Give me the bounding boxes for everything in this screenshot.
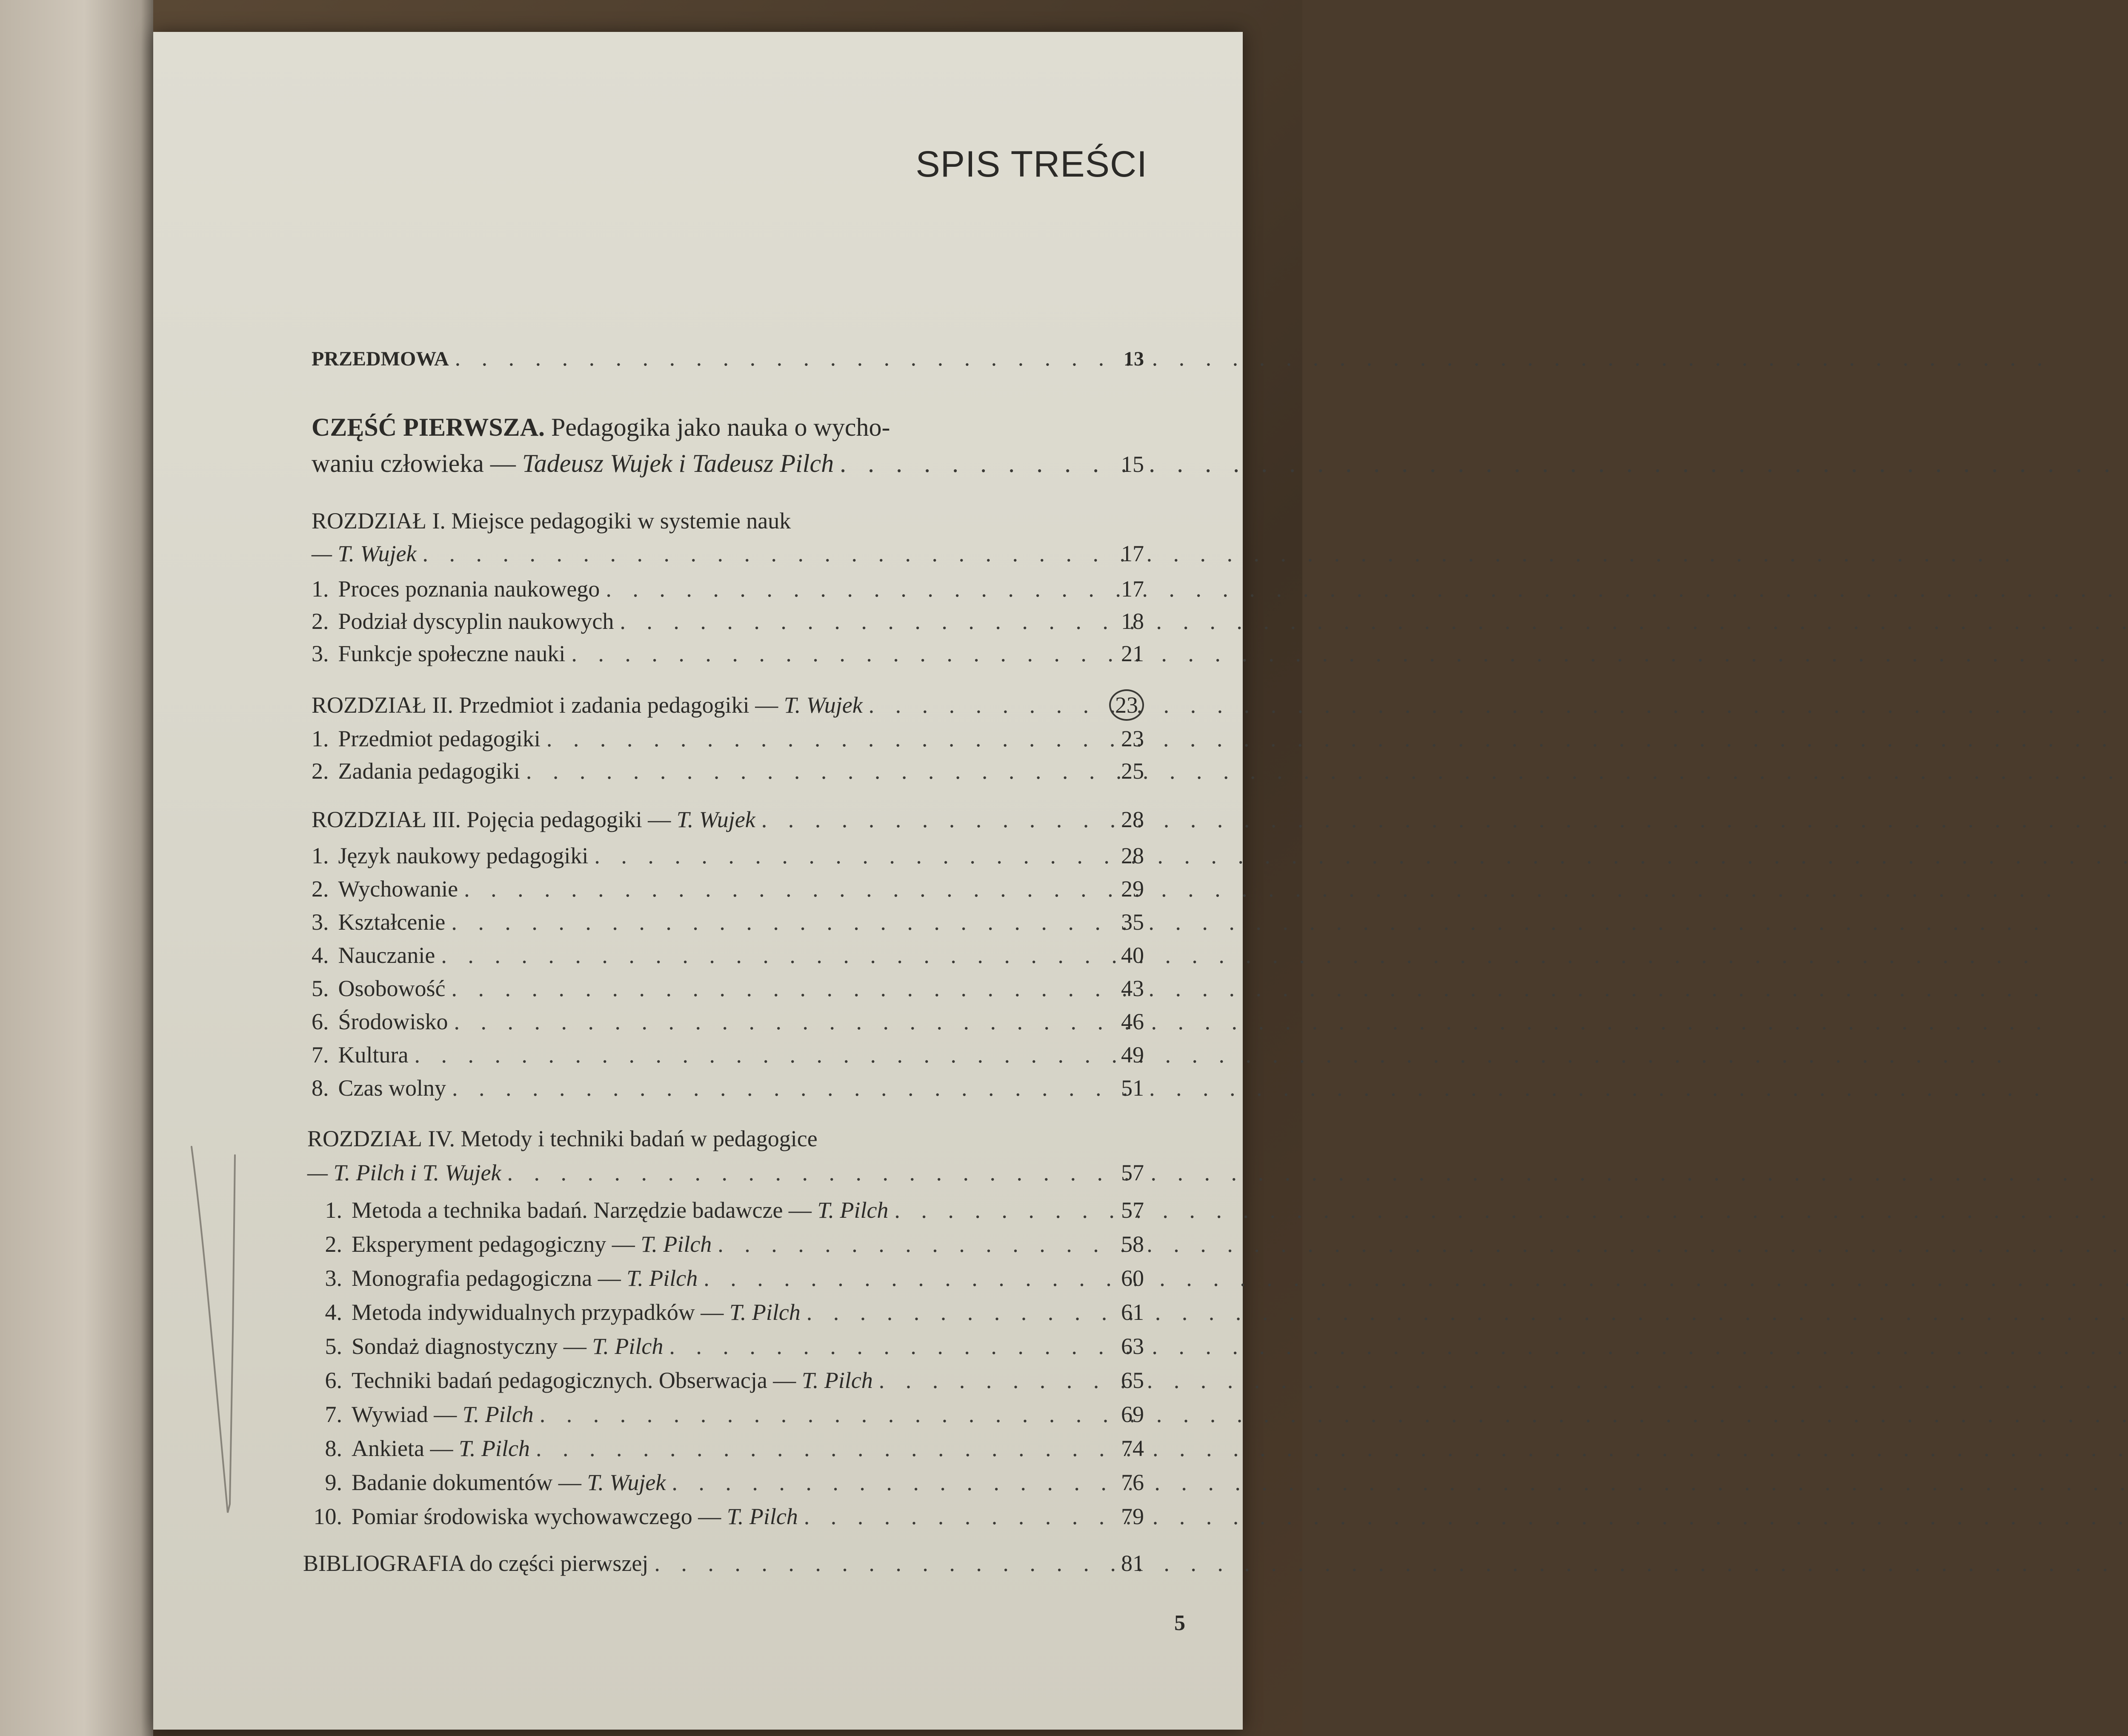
toc-entry-page: 13	[1124, 348, 1144, 370]
toc-item-text: Funkcje społeczne nauki	[338, 641, 566, 666]
toc-item-label	[312, 576, 600, 602]
toc-item[interactable]	[316, 1401, 1144, 1428]
toc-item-label	[316, 1231, 712, 1257]
toc-item-page: 60	[1121, 1265, 1144, 1291]
toc-item-page: 17	[1121, 576, 1144, 602]
leader-dots	[520, 758, 1111, 784]
toc-item-page: 18	[1121, 608, 1144, 634]
toc-item-number: 7.	[312, 1042, 329, 1068]
toc-item-text: Podział dyscyplin naukowych	[338, 608, 614, 634]
toc-item-text: Badanie dokumentów —	[352, 1470, 581, 1495]
toc-item-page: 49	[1121, 1042, 1144, 1068]
toc-item-text: Techniki badań pedagogicznych. Obserwacja —	[352, 1368, 796, 1393]
leader-dots	[600, 576, 1111, 602]
leader-dots	[565, 640, 1111, 667]
toc-item[interactable]	[312, 608, 1144, 634]
toc-item-label	[316, 1469, 666, 1496]
toc-entry-page: 15	[1121, 451, 1144, 477]
toc-item[interactable]	[312, 725, 1144, 752]
toc-item-number: 2.	[312, 758, 329, 784]
toc-entry-page: 17	[1121, 541, 1144, 566]
toc-item[interactable]	[316, 1265, 1144, 1291]
toc-item-label	[316, 1333, 663, 1359]
leader-dots	[416, 540, 1111, 567]
circled-page-number: 23	[1109, 689, 1144, 721]
toc-item-author: T. Pilch	[626, 1265, 698, 1291]
leader-dots	[458, 876, 1111, 902]
toc-item-number: 3.	[312, 909, 329, 935]
leader-dots	[446, 975, 1111, 1002]
toc-item-number: 3.	[312, 641, 329, 666]
toc-item-number: 8.	[325, 1436, 342, 1461]
toc-item-author: T. Pilch	[729, 1299, 801, 1325]
toc-item-label	[316, 1299, 801, 1325]
leader-dots	[888, 1197, 1111, 1223]
leader-dots	[798, 1503, 1111, 1530]
toc-entry-label: BIBLIOGRAFIA do części pierwszej	[303, 1550, 649, 1576]
toc-item-number: 6.	[325, 1368, 342, 1393]
toc-item-page: 51	[1121, 1075, 1144, 1101]
toc-item[interactable]	[316, 1469, 1144, 1496]
leader-dots	[873, 1367, 1111, 1393]
leader-dots	[666, 1469, 1111, 1496]
leader-dots	[541, 725, 1111, 752]
toc-entry-bibliografia[interactable]	[303, 1550, 1144, 1576]
toc-item-text: Kształcenie	[338, 909, 446, 935]
toc-item-label	[312, 1008, 448, 1035]
toc-item-page: 28	[1121, 843, 1144, 868]
toc-item-number: 1.	[312, 576, 329, 602]
toc-item-text: Kultura	[338, 1042, 409, 1068]
toc-item-text: Pomiar środowiska wychowawczego —	[352, 1504, 721, 1529]
toc-item-page: 21	[1121, 641, 1144, 666]
toc-item-page: 65	[1121, 1368, 1144, 1393]
toc-item-page: 76	[1121, 1470, 1144, 1495]
toc-item-label	[303, 1503, 798, 1530]
toc-item-author: T. Pilch	[801, 1368, 873, 1393]
book-page	[153, 32, 1243, 1730]
leader-dots	[588, 842, 1111, 869]
toc-item-label	[312, 725, 541, 752]
toc-item-label	[312, 758, 520, 784]
toc-item-page: 58	[1121, 1231, 1144, 1257]
chapter-3-title	[312, 806, 755, 833]
toc-item[interactable]	[312, 942, 1144, 968]
toc-item-author: T. Wujek	[587, 1470, 666, 1495]
toc-item-label	[312, 942, 435, 968]
leader-dots	[834, 449, 1111, 478]
part-one-title-end	[312, 449, 834, 478]
part-one-title-start: Pedagogika jako nauka o wycho-	[551, 413, 890, 441]
toc-item-text: Przedmiot pedagogiki	[338, 726, 541, 751]
leader-dots	[435, 942, 1111, 968]
leader-dots	[448, 1008, 1111, 1035]
chapter-4-author-line[interactable]	[307, 1159, 1144, 1186]
toc-item[interactable]	[312, 842, 1144, 869]
leader-dots	[614, 608, 1111, 634]
toc-item-page: 63	[1121, 1333, 1144, 1359]
chapter-1-heading[interactable]: ROZDZIAŁ I. Miejsce pedagogiki w systemie nauk	[312, 508, 791, 534]
toc-item-number: 5.	[325, 1333, 342, 1359]
toc-item-number: 3.	[325, 1265, 342, 1291]
toc-item[interactable]	[312, 640, 1144, 667]
toc-item-number: 10.	[313, 1504, 342, 1529]
leader-dots	[534, 1401, 1111, 1428]
toc-item[interactable]	[312, 876, 1144, 902]
toc-item-text: Ankieta —	[352, 1436, 453, 1461]
chapter-1-author: — T. Wujek	[312, 541, 417, 566]
toc-entry-page	[1099, 689, 1144, 721]
toc-item-label	[312, 909, 445, 935]
toc-item-text: Osobowość	[338, 976, 446, 1001]
toc-item[interactable]	[312, 975, 1144, 1002]
toc-item-text: Eksperyment pedagogiczny —	[352, 1231, 635, 1257]
toc-item-number: 4.	[325, 1299, 342, 1325]
toc-item-number: 2.	[312, 876, 329, 902]
toc-item[interactable]	[316, 1197, 1144, 1223]
toc-item[interactable]	[316, 1435, 1144, 1462]
toc-item-text: Zadania pedagogiki	[338, 758, 520, 784]
toc-item-page: 25	[1121, 758, 1144, 784]
toc-item-text: Nauczanie	[338, 942, 435, 968]
toc-item-author: T. Pilch	[458, 1436, 530, 1461]
leader-dots	[449, 345, 1113, 371]
chapter-2-author: T. Wujek	[784, 692, 863, 718]
chapter-2-heading[interactable]	[312, 689, 1144, 721]
leader-dots	[445, 909, 1111, 935]
toc-item-text: Czas wolny	[338, 1075, 446, 1101]
toc-item-label	[312, 1042, 408, 1068]
toc-item-label	[316, 1197, 888, 1223]
toc-item-label	[316, 1401, 534, 1428]
leader-dots	[863, 692, 1099, 718]
toc-item[interactable]	[316, 1333, 1144, 1359]
leader-dots	[446, 1075, 1111, 1101]
leader-dots	[712, 1231, 1111, 1257]
toc-item-number: 6.	[312, 1009, 329, 1034]
toc-item[interactable]	[316, 1231, 1144, 1257]
toc-item-label	[316, 1435, 530, 1462]
toc-item-text: Wychowanie	[338, 876, 458, 902]
toc-item-page: 74	[1121, 1436, 1144, 1461]
toc-item-author: T. Pilch	[462, 1402, 534, 1427]
toc-item-author: T. Pilch	[726, 1504, 798, 1529]
toc-item[interactable]	[312, 1008, 1144, 1035]
leader-dots	[755, 806, 1111, 833]
chapter-3-heading[interactable]	[312, 806, 1144, 833]
leader-dots	[501, 1159, 1111, 1186]
toc-item[interactable]	[316, 1299, 1144, 1325]
toc-item-number: 5.	[312, 976, 329, 1001]
part-one-heading-line2[interactable]	[312, 449, 1144, 478]
leader-dots	[530, 1435, 1111, 1462]
toc-item-page: 46	[1121, 1009, 1144, 1034]
toc-entry-page: 57	[1121, 1160, 1144, 1185]
toc-item-number: 9.	[325, 1470, 342, 1495]
chapter-1-author-line[interactable]	[312, 540, 1144, 567]
toc-item-text: Sondaż diagnostyczny —	[352, 1333, 586, 1359]
toc-item-label	[312, 842, 588, 869]
toc-item[interactable]	[316, 1367, 1144, 1393]
part-one-prefix: CZĘŚĆ PIERWSZA.	[312, 413, 545, 441]
pencil-mark	[187, 1138, 238, 1521]
toc-entry-przedmowa[interactable]	[312, 345, 1144, 371]
toc-item[interactable]	[312, 758, 1144, 784]
toc-item-number: 4.	[312, 942, 329, 968]
leader-dots	[663, 1333, 1111, 1359]
toc-item-page: 69	[1121, 1402, 1144, 1427]
toc-item-author: T. Pilch	[592, 1333, 664, 1359]
toc-item[interactable]	[303, 1503, 1144, 1530]
chapter-2-text: ROZDZIAŁ II. Przedmiot i zadania pedagogiki —	[312, 692, 778, 718]
toc-item[interactable]	[312, 576, 1144, 602]
toc-item-number: 2.	[312, 608, 329, 634]
toc-item-number: 1.	[312, 726, 329, 751]
part-one-title-text: waniu człowieka —	[312, 449, 516, 477]
toc-item-text: Monografia pedagogiczna —	[352, 1265, 621, 1291]
toc-item-author: T. Pilch	[641, 1231, 712, 1257]
leader-dots	[801, 1299, 1111, 1325]
toc-item-label	[312, 876, 458, 902]
toc-item-text: Język naukowy pedagogiki	[338, 843, 589, 868]
toc-item-page: 79	[1121, 1504, 1144, 1529]
chapter-2-title	[312, 692, 863, 718]
toc-item-text: Wywiad —	[352, 1402, 457, 1427]
toc-item-number: 1.	[312, 843, 329, 868]
toc-item-page: 40	[1121, 942, 1144, 968]
toc-item-label	[312, 608, 614, 634]
page-title: SPIS TREŚCI	[915, 144, 1147, 185]
toc-item-text: Metoda indywidualnych przypadków —	[352, 1299, 724, 1325]
leader-dots	[408, 1042, 1111, 1068]
part-one-heading-line1[interactable]	[312, 413, 890, 442]
left-page-edge	[0, 0, 153, 1736]
toc-item-label	[312, 975, 446, 1002]
toc-item-number: 2.	[325, 1231, 342, 1257]
toc-item-label	[312, 1075, 446, 1101]
page-number: 5	[1174, 1611, 1185, 1635]
toc-item-text: Środowisko	[338, 1009, 448, 1034]
toc-item-label	[312, 640, 565, 667]
toc-entry-page: 81	[1121, 1550, 1144, 1576]
chapter-4-heading[interactable]: ROZDZIAŁ IV. Metody i techniki badań w pedagogice	[307, 1126, 818, 1151]
toc-item-text: Metoda a technika badań. Narzędzie badawcze —	[352, 1197, 812, 1223]
leader-dots	[698, 1265, 1111, 1291]
part-one-authors: Tadeusz Wujek i Tadeusz Pilch	[522, 449, 834, 477]
toc-item-page: 57	[1121, 1197, 1144, 1223]
toc-item-page: 29	[1121, 876, 1144, 902]
leader-dots	[648, 1550, 1111, 1576]
toc-item-page: 43	[1121, 976, 1144, 1001]
toc-item[interactable]	[312, 1042, 1144, 1068]
toc-item-page: 35	[1121, 909, 1144, 935]
toc-item-number: 1.	[325, 1197, 342, 1223]
chapter-3-author: T. Wujek	[676, 807, 755, 832]
toc-item-page: 23	[1121, 726, 1144, 751]
toc-item-author: T. Pilch	[817, 1197, 889, 1223]
chapter-3-text: ROZDZIAŁ III. Pojęcia pedagogiki —	[312, 807, 671, 832]
toc-item[interactable]	[312, 909, 1144, 935]
toc-item-number: 7.	[325, 1402, 342, 1427]
toc-item-number: 8.	[312, 1075, 329, 1101]
toc-entry-page: 28	[1121, 807, 1144, 832]
toc-item[interactable]	[312, 1075, 1144, 1101]
toc-item-label	[316, 1367, 873, 1393]
toc-item-page: 61	[1121, 1299, 1144, 1325]
toc-entry-label: PRZEDMOWA	[312, 348, 449, 370]
chapter-4-author: — T. Pilch i T. Wujek	[307, 1160, 501, 1185]
toc-item-label	[316, 1265, 698, 1291]
toc-item-text: Proces poznania naukowego	[338, 576, 600, 602]
